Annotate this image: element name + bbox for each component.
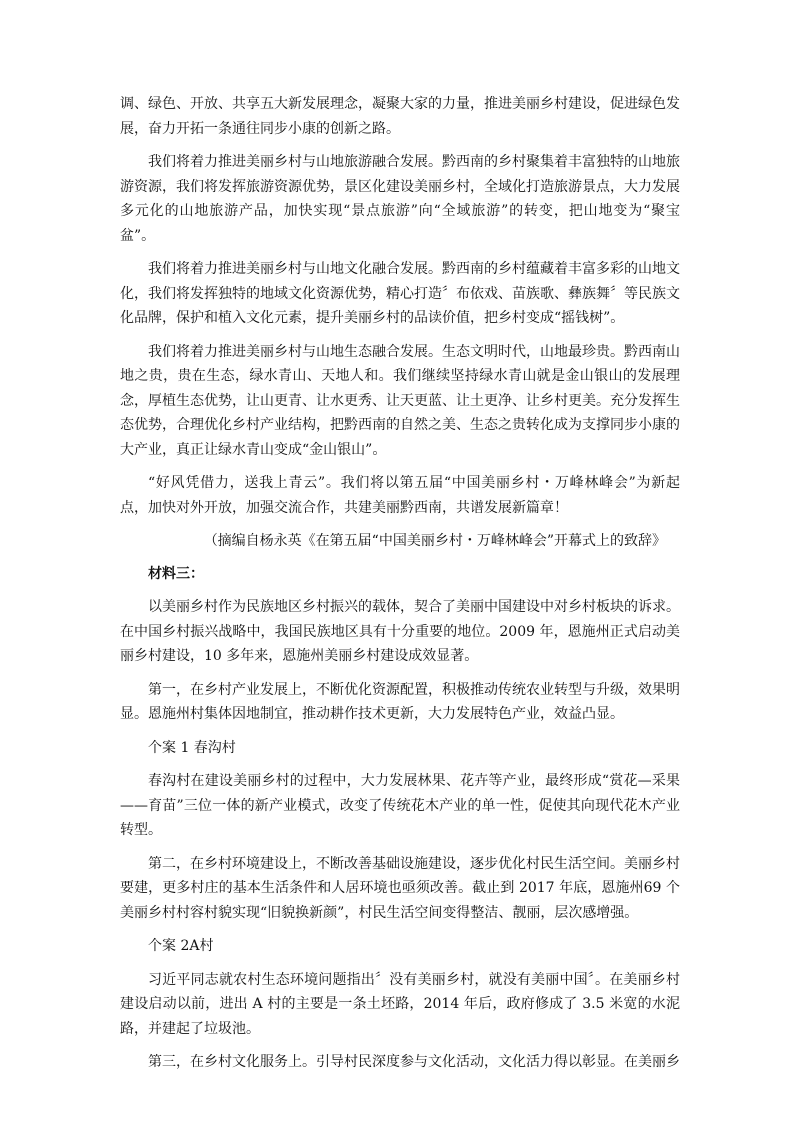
paragraph-material-intro: 以美丽乡村作为民族地区乡村振兴的载体，契合了美丽中国建设中对乡村板块的诉求。在中国乡村振兴战略中，我国民族地区具有十分重要的地位。2009 年，恩施州正式启动美丽乡村建设，10 多年来，恩施州美丽乡村建设成效显著。 [120,599,680,664]
source-citation: （摘编自杨永英《在第五届“中国美丽乡村・万峰林峰会”开幕式上的致辞》 [203,533,666,549]
paragraph-intro-continued: 调、绿色、开放、共享五大新发展理念，凝聚大家的力量，推进美丽乡村建设，促进绿色发展，奋力开拓一条通往同步小康的创新之路。 [120,96,680,137]
case-one-label: 个案 1 春沟村 [148,739,236,756]
paragraph-case-one: 春沟村在建设美丽乡村的过程中，大力发展林果、花卉等产业，最终形成“赏花—采果——育苗”三位一体的新产业模式，改变了传统花木产业的单一性，促使其向现代花木产业转型。 [120,773,680,838]
paragraph-ecology: 我们将着力推进美丽乡村与山地生态融合发展。生态文明时代，山地最珍贵。黔西南山地之贵，贵在生态，绿水青山、天地人和。我们继续坚持绿水青山就是金山银山的发展理念，厚植生态优势，让山更青、让水更秀、让天更蓝、让土更净、让乡村更美。充分发挥生态优势，合理优化乡村产业结构，把黔西南的自然之美、生态之贵转化成为支撑同步小康的大产业，真正让绿水青山变成“金山银山”。 [120,343,680,458]
paragraph-point-three: 第三，在乡村文化服务上。引导村民深度参与文化活动，文化活力得以彰显。在美丽乡 [148,1054,680,1070]
case-two-label: 个案 2A村 [148,938,214,954]
paragraph-case-two: 习近平同志就农村生态环境问题指出〞没有美丽乡村，就没有美丽中国〞。在美丽乡村建设启动以前，进出 A 村的主要是一条土坯路，2014 年后，政府修成了 3.5 米宽的水泥路，并建起了垃圾池。 [120,971,680,1037]
paragraph-point-two: 第二，在乡村环境建设上，不断改善基础设施建设，逐步优化村民生活空间。美丽乡村要建，更多村庄的基本生活条件和人居环境也亟须改善。截止到 2017 年底，恩施州69 个美丽乡村村容村貌实现“旧貌换新颜”，村民生活空间变得整洁、靓丽，层次感增强。 [120,855,680,921]
material-three-label: 材料三： [148,565,204,582]
paragraph-point-one: 第一，在乡村产业发展上，不断优化资源配置，积极推动传统农业转型与升级，效果明显。恩施州村集体因地制宜，推动耕作技术更新，大力发展特色产业，效益凸显。 [120,681,680,722]
paragraph-culture: 我们将着力推进美丽乡村与山地文化融合发展。黔西南的乡村蕴藏着丰富多彩的山地文化，我们将发挥独特的地域文化资源优势，精心打造〞布依戏、苗族歌、彝族舞〞等民族文化品牌，保护和植入文化元素，提升美丽乡村的品读价值，把乡村变成“摇钱树”。 [120,261,680,326]
paragraph-tourism: 我们将着力推进美丽乡村与山地旅游融合发展。黔西南的乡村聚集着丰富独特的山地旅游资源，我们将发挥旅游资源优势，景区化建设美丽乡村，全域化打造旅游景点，大力发展多元化的山地旅游产品，加快实现“景点旅游”向“全域旅游”的转变，把山地变为“聚宝盆”。 [120,154,680,244]
document-page [120,92,680,1084]
paragraph-closing: “好风凭借力，送我上青云”。我们将以第五届“中国美丽乡村・万峰林峰会”为新起点，加快对外开放，加强交流合作，共建美丽黔西南，共谱发展新篇章！ [120,475,680,516]
